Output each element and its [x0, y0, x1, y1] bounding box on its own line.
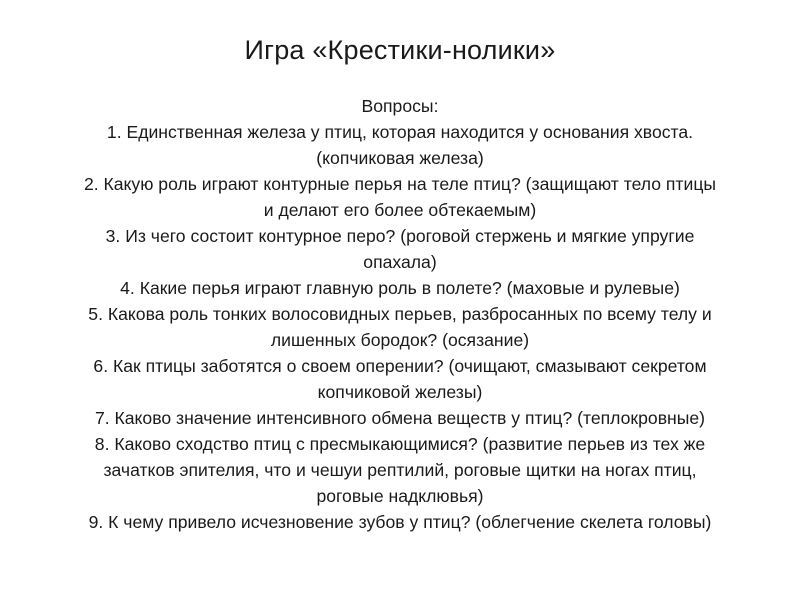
question-line: 8. Каково сходство птиц с пресмыкающимися? (развитие перьев из тех же [94, 434, 706, 454]
question-line: 1. Единственная железа у птиц, которая находится у основания хвоста. [106, 122, 694, 142]
questions-heading: Вопросы: [361, 96, 439, 116]
question-line: (копчиковая железа) [316, 148, 484, 168]
question-line: и делают его более обтекаемым) [263, 200, 537, 220]
question-line: лишенных бородок? (осязание) [270, 330, 530, 350]
question-line: 7. Каково значение интенсивного обмена веществ у птиц? (теплокровные) [94, 408, 706, 428]
question-line: копчиковой железы) [317, 382, 483, 402]
slide-title: Игра «Крестики-нолики» [244, 35, 556, 65]
question-line: зачатков эпителия, что и чешуи рептилий, роговые щитки на ногах птиц, [103, 460, 697, 480]
question-line: 2. Какую роль играют контурные перья на теле птиц? (защищают тело птицы [83, 174, 717, 194]
question-line: 3. Из чего состоит контурное перо? (роговой стержень и мягкие упругие [105, 226, 695, 246]
question-line: 4. Какие перья играют главную роль в полете? (маховые и рулевые) [120, 278, 680, 298]
question-line: роговые надклювья) [316, 486, 484, 506]
question-line: 9. К чему привело исчезновение зубов у птиц? (облегчение скелета головы) [88, 512, 712, 532]
questions-block [15, 93, 785, 535]
question-line: 5. Какова роль тонких волосовидных перьев, разбросанных по всему телу и [88, 304, 712, 324]
question-line: опахала) [363, 252, 437, 272]
question-line: 6. Как птицы заботятся о своем оперении? (очищают, смазывают секретом [93, 356, 707, 376]
